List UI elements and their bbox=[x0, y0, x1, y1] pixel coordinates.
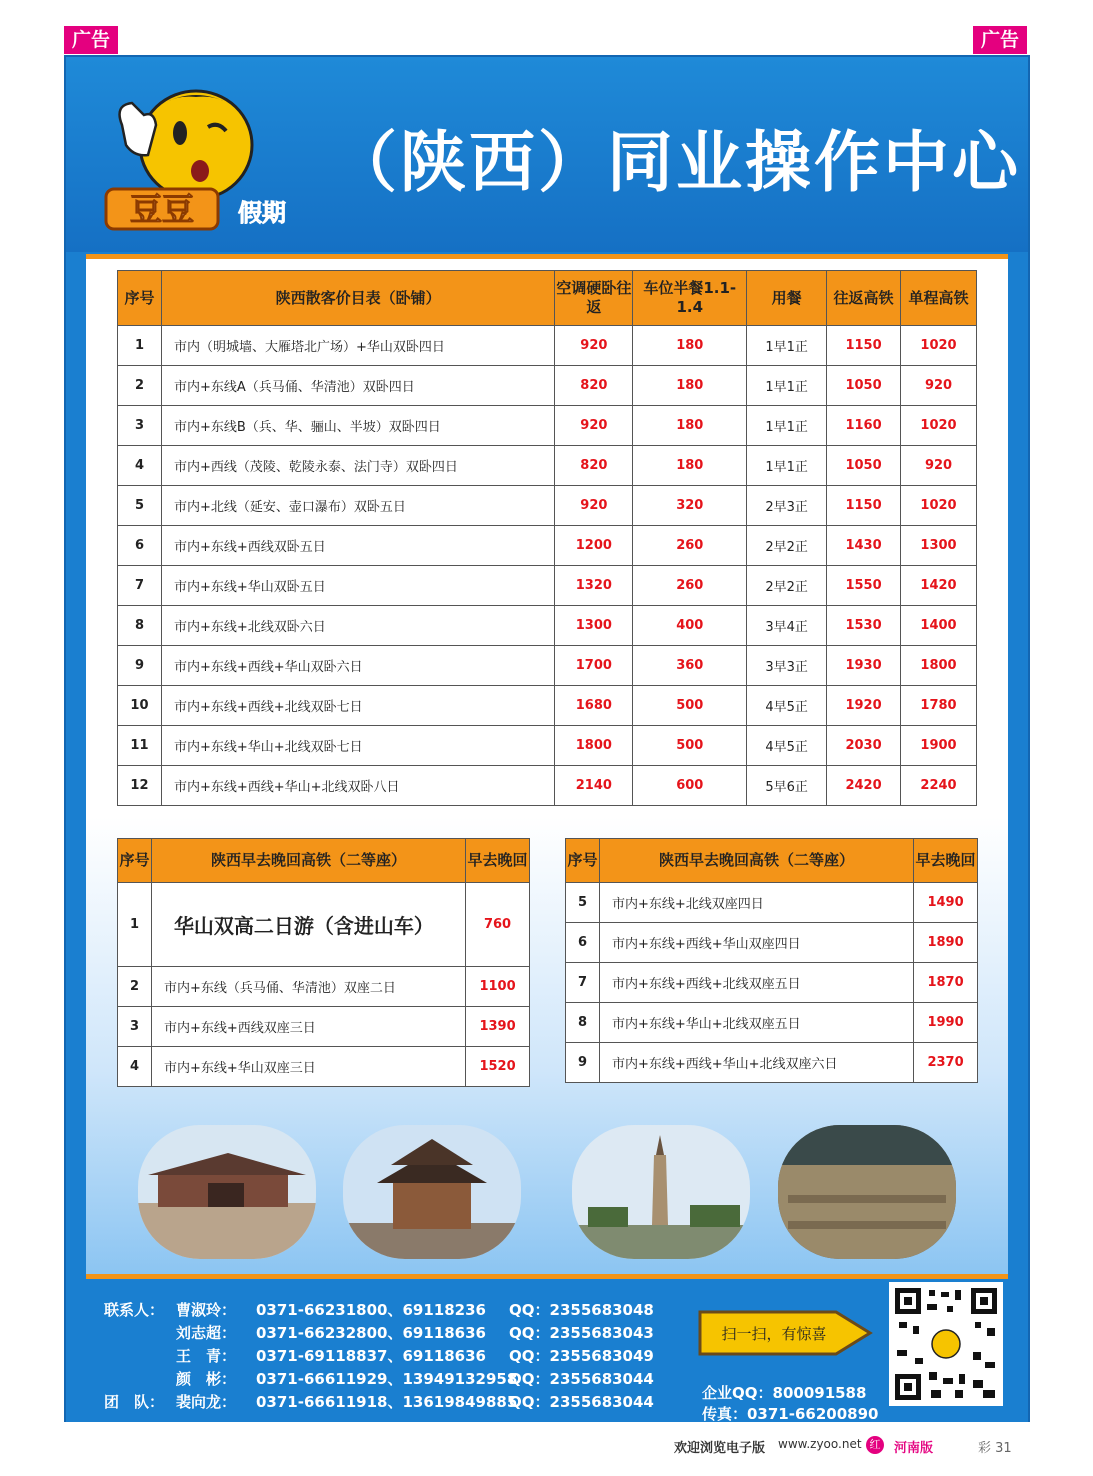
table-cell: 920 bbox=[901, 366, 977, 406]
table-cell: 1530 bbox=[827, 606, 901, 646]
table-cell: 4早5正 bbox=[747, 686, 827, 726]
header-cell: 用餐 bbox=[747, 271, 827, 326]
header-cell: 陕西早去晚回高铁（二等座） bbox=[599, 839, 913, 883]
header-cell: 早去晚回 bbox=[914, 839, 978, 883]
table-row bbox=[566, 963, 978, 1003]
table-cell: 市内+东线+华山双座三日 bbox=[151, 1047, 465, 1087]
table-row bbox=[118, 606, 977, 646]
table-cell: 180 bbox=[633, 366, 747, 406]
table-cell: 1100 bbox=[466, 967, 530, 1007]
table-cell: 市内+东线+华山双卧五日 bbox=[161, 566, 554, 606]
table-cell: 华山双高二日游（含进山车） bbox=[151, 883, 465, 967]
table-cell: 市内+东线+西线双卧五日 bbox=[161, 526, 554, 566]
table-cell: 9 bbox=[566, 1043, 600, 1083]
contact-label: 联系人： bbox=[104, 1301, 165, 1319]
photo-palace bbox=[138, 1125, 316, 1259]
qr-code-icon bbox=[895, 1288, 997, 1400]
photo-big-wild-goose-pagoda bbox=[572, 1125, 750, 1259]
table-cell: 2早2正 bbox=[747, 566, 827, 606]
table-cell: 1300 bbox=[901, 526, 977, 566]
logo-text-doudou: 豆豆 bbox=[129, 190, 195, 228]
table-cell: 1520 bbox=[466, 1047, 530, 1087]
contact-phone: 0371-66611918、13619849885 bbox=[256, 1393, 518, 1411]
table-cell: 2 bbox=[118, 366, 162, 406]
table-cell: 1020 bbox=[901, 326, 977, 366]
contact-name: 曹淑玲： bbox=[176, 1301, 237, 1319]
header-cell: 车位半餐1.1-1.4 bbox=[633, 271, 747, 326]
edition-circle: 红 bbox=[866, 1436, 884, 1454]
contact-name: 颜 彬： bbox=[176, 1370, 237, 1388]
table-cell: 4 bbox=[118, 446, 162, 486]
table-cell: 1160 bbox=[827, 406, 901, 446]
price-table-highspeed-left bbox=[117, 838, 530, 1087]
table-cell: 市内+东线+华山+北线双座五日 bbox=[599, 1003, 913, 1043]
table-cell: 820 bbox=[555, 366, 633, 406]
table-cell: 11 bbox=[118, 726, 162, 766]
table-row bbox=[118, 883, 530, 967]
table-cell: 市内+东线+北线双座四日 bbox=[599, 883, 913, 923]
table-cell: 1早1正 bbox=[747, 406, 827, 446]
table-cell: 1700 bbox=[555, 646, 633, 686]
edition-region: 河南版 bbox=[894, 1441, 934, 1456]
table-cell: 2 bbox=[118, 967, 152, 1007]
table-cell: 3 bbox=[118, 1007, 152, 1047]
table-cell: 市内+东线+西线+北线双卧七日 bbox=[161, 686, 554, 726]
header-cell: 序号 bbox=[566, 839, 600, 883]
table-cell: 市内（明城墙、大雁塔北广场）+华山双卧四日 bbox=[161, 326, 554, 366]
table-cell: 6 bbox=[118, 526, 162, 566]
table-cell: 1930 bbox=[827, 646, 901, 686]
table-cell: 市内+东线A（兵马俑、华清池）双卧四日 bbox=[161, 366, 554, 406]
table-cell: 400 bbox=[633, 606, 747, 646]
table-cell: 8 bbox=[118, 606, 162, 646]
contact-qq: QQ：2355683044 bbox=[509, 1370, 654, 1388]
table-cell: 3早4正 bbox=[747, 606, 827, 646]
header-cell: 空调硬卧往返 bbox=[555, 271, 633, 326]
table-cell: 4早5正 bbox=[747, 726, 827, 766]
table-cell: 4 bbox=[118, 1047, 152, 1087]
table-cell: 市内+东线+西线双座三日 bbox=[151, 1007, 465, 1047]
table-cell: 1490 bbox=[914, 883, 978, 923]
table-cell: 1420 bbox=[901, 566, 977, 606]
header-cell: 陕西早去晚回高铁（二等座） bbox=[151, 839, 465, 883]
header bbox=[66, 57, 1028, 252]
table-cell: 7 bbox=[566, 963, 600, 1003]
table-cell: 市内+东线+西线+北线双座五日 bbox=[599, 963, 913, 1003]
header-cell: 早去晚回 bbox=[466, 839, 530, 883]
table-cell: 2420 bbox=[827, 766, 901, 806]
table-cell: 1050 bbox=[827, 366, 901, 406]
table-row bbox=[118, 446, 977, 486]
table-row bbox=[566, 1043, 978, 1083]
price-table-highspeed-right bbox=[565, 838, 978, 1083]
table-cell: 180 bbox=[633, 406, 747, 446]
table-cell: 1780 bbox=[901, 686, 977, 726]
contact-name: 王 青： bbox=[176, 1347, 237, 1365]
table-cell: 500 bbox=[633, 686, 747, 726]
header-cell: 序号 bbox=[118, 839, 152, 883]
table-cell: 市内+东线+华山+北线双卧七日 bbox=[161, 726, 554, 766]
site-url[interactable]: www.zyoo.net bbox=[778, 1437, 862, 1451]
table-row bbox=[118, 566, 977, 606]
table-row bbox=[118, 486, 977, 526]
table-row bbox=[566, 1003, 978, 1043]
table-cell: 市内+东线+西线+华山+北线双座六日 bbox=[599, 1043, 913, 1083]
footer bbox=[66, 1279, 1028, 1422]
table-row bbox=[566, 883, 978, 923]
corp-info bbox=[702, 1383, 878, 1425]
contact-name: 裴向龙： bbox=[176, 1393, 237, 1411]
table-row bbox=[118, 686, 977, 726]
table-cell: 500 bbox=[633, 726, 747, 766]
contact-phone: 0371-66231800、69118236 bbox=[256, 1301, 486, 1319]
table-cell: 2370 bbox=[914, 1043, 978, 1083]
table-cell: 260 bbox=[633, 566, 747, 606]
contact-name: 刘志超： bbox=[176, 1324, 237, 1342]
table-cell: 1早1正 bbox=[747, 366, 827, 406]
table-cell: 180 bbox=[633, 446, 747, 486]
table-cell: 市内+东线+西线+华山双卧六日 bbox=[161, 646, 554, 686]
table-cell: 1680 bbox=[555, 686, 633, 726]
contact-qq: QQ：2355683048 bbox=[509, 1301, 654, 1319]
table-cell: 2140 bbox=[555, 766, 633, 806]
contact-phone: 0371-69118837、69118636 bbox=[256, 1347, 486, 1365]
table-cell: 320 bbox=[633, 486, 747, 526]
page-footer bbox=[0, 1437, 1093, 1461]
table-cell: 市内+东线B（兵、华、骊山、半坡）双卧四日 bbox=[161, 406, 554, 446]
page-title: （陕西）同业操作中心 bbox=[331, 123, 1021, 201]
photo-bell-tower bbox=[343, 1125, 521, 1259]
table-cell: 市内+东线+西线+华山+北线双卧八日 bbox=[161, 766, 554, 806]
table-cell: 1890 bbox=[914, 923, 978, 963]
table-cell: 市内+北线（延安、壶口瀑布）双卧五日 bbox=[161, 486, 554, 526]
content-area bbox=[86, 259, 1008, 1274]
price-table-sleeper bbox=[117, 270, 977, 806]
table-cell: 1430 bbox=[827, 526, 901, 566]
ad-tag-right: 广告 bbox=[973, 26, 1027, 54]
table-cell: 2早2正 bbox=[747, 526, 827, 566]
table-cell: 1900 bbox=[901, 726, 977, 766]
table-cell: 2早3正 bbox=[747, 486, 827, 526]
table-cell: 2240 bbox=[901, 766, 977, 806]
ad-tag-left: 广告 bbox=[64, 26, 118, 54]
welcome-text: 欢迎浏览电子版 bbox=[674, 1441, 766, 1456]
header-cell: 往返高铁 bbox=[827, 271, 901, 326]
table-cell: 1400 bbox=[901, 606, 977, 646]
team-label: 团 队： bbox=[104, 1393, 165, 1411]
header-cell: 陕西散客价目表（卧铺） bbox=[161, 271, 554, 326]
page-number: 彩 31 bbox=[978, 1441, 1012, 1456]
table-row bbox=[566, 923, 978, 963]
table-row bbox=[118, 366, 977, 406]
table-row bbox=[118, 726, 977, 766]
contact-phone: 0371-66611929、13949132958 bbox=[256, 1370, 518, 1388]
table-cell: 1990 bbox=[914, 1003, 978, 1043]
table-cell: 3 bbox=[118, 406, 162, 446]
table-row bbox=[118, 406, 977, 446]
table-cell: 1 bbox=[118, 883, 152, 967]
table-cell: 1020 bbox=[901, 486, 977, 526]
table-cell: 1200 bbox=[555, 526, 633, 566]
table-cell: 1320 bbox=[555, 566, 633, 606]
table-cell: 市内+东线（兵马俑、华清池）双座二日 bbox=[151, 967, 465, 1007]
table-cell: 1050 bbox=[827, 446, 901, 486]
table-cell: 820 bbox=[555, 446, 633, 486]
table-cell: 3早3正 bbox=[747, 646, 827, 686]
table-cell: 5早6正 bbox=[747, 766, 827, 806]
contact-qq: QQ：2355683044 bbox=[509, 1393, 654, 1411]
table-cell: 1 bbox=[118, 326, 162, 366]
header-cell: 序号 bbox=[118, 271, 162, 326]
table-row bbox=[118, 967, 530, 1007]
table-cell: 7 bbox=[118, 566, 162, 606]
table-row bbox=[118, 766, 977, 806]
table-cell: 5 bbox=[566, 883, 600, 923]
qr-code[interactable] bbox=[889, 1282, 1003, 1406]
contact-phone: 0371-66232800、69118636 bbox=[256, 1324, 486, 1342]
table-cell: 1920 bbox=[827, 686, 901, 726]
table-cell: 市内+西线（茂陵、乾陵永泰、法门寺）双卧四日 bbox=[161, 446, 554, 486]
table-cell: 1800 bbox=[555, 726, 633, 766]
corp-qq: 企业QQ：800091588 bbox=[702, 1384, 867, 1402]
table-cell: 1390 bbox=[466, 1007, 530, 1047]
table-cell: 8 bbox=[566, 1003, 600, 1043]
table-cell: 1870 bbox=[914, 963, 978, 1003]
table-row bbox=[118, 326, 977, 366]
table-row bbox=[118, 1047, 530, 1087]
table-cell: 920 bbox=[901, 446, 977, 486]
table-cell: 1早1正 bbox=[747, 446, 827, 486]
contact-qq: QQ：2355683049 bbox=[509, 1347, 654, 1365]
table-cell: 6 bbox=[566, 923, 600, 963]
table-cell: 760 bbox=[466, 883, 530, 967]
table-cell: 180 bbox=[633, 326, 747, 366]
table-cell: 1800 bbox=[901, 646, 977, 686]
logo-text-holiday: 假期 bbox=[238, 199, 286, 227]
photo-strip bbox=[138, 1125, 978, 1259]
table-cell: 260 bbox=[633, 526, 747, 566]
table-cell: 920 bbox=[555, 486, 633, 526]
fax-number: 传真：0371-66200890 bbox=[702, 1405, 879, 1423]
table-cell: 市内+东线+西线+华山双座四日 bbox=[599, 923, 913, 963]
table-row bbox=[118, 1007, 530, 1047]
table-row bbox=[118, 526, 977, 566]
table-cell: 1早1正 bbox=[747, 326, 827, 366]
header-cell: 单程高铁 bbox=[901, 271, 977, 326]
table-cell: 920 bbox=[555, 406, 633, 446]
table-cell: 1150 bbox=[827, 486, 901, 526]
table-cell: 1550 bbox=[827, 566, 901, 606]
table-row bbox=[118, 646, 977, 686]
table-cell: 12 bbox=[118, 766, 162, 806]
table-cell: 600 bbox=[633, 766, 747, 806]
table-cell: 920 bbox=[555, 326, 633, 366]
table-cell: 10 bbox=[118, 686, 162, 726]
table-cell: 360 bbox=[633, 646, 747, 686]
table-cell: 1300 bbox=[555, 606, 633, 646]
table-cell: 市内+东线+北线双卧六日 bbox=[161, 606, 554, 646]
advert-frame bbox=[64, 55, 1030, 1422]
scan-sign-text: 扫一扫，有惊喜 bbox=[721, 1325, 827, 1343]
table-cell: 9 bbox=[118, 646, 162, 686]
table-cell: 1150 bbox=[827, 326, 901, 366]
doudou-logo bbox=[104, 85, 304, 235]
table-cell: 5 bbox=[118, 486, 162, 526]
table-cell: 1020 bbox=[901, 406, 977, 446]
contact-qq: QQ：2355683043 bbox=[509, 1324, 654, 1342]
scan-arrow-sign bbox=[696, 1304, 874, 1362]
table-cell: 2030 bbox=[827, 726, 901, 766]
photo-terracotta-army bbox=[778, 1125, 956, 1259]
